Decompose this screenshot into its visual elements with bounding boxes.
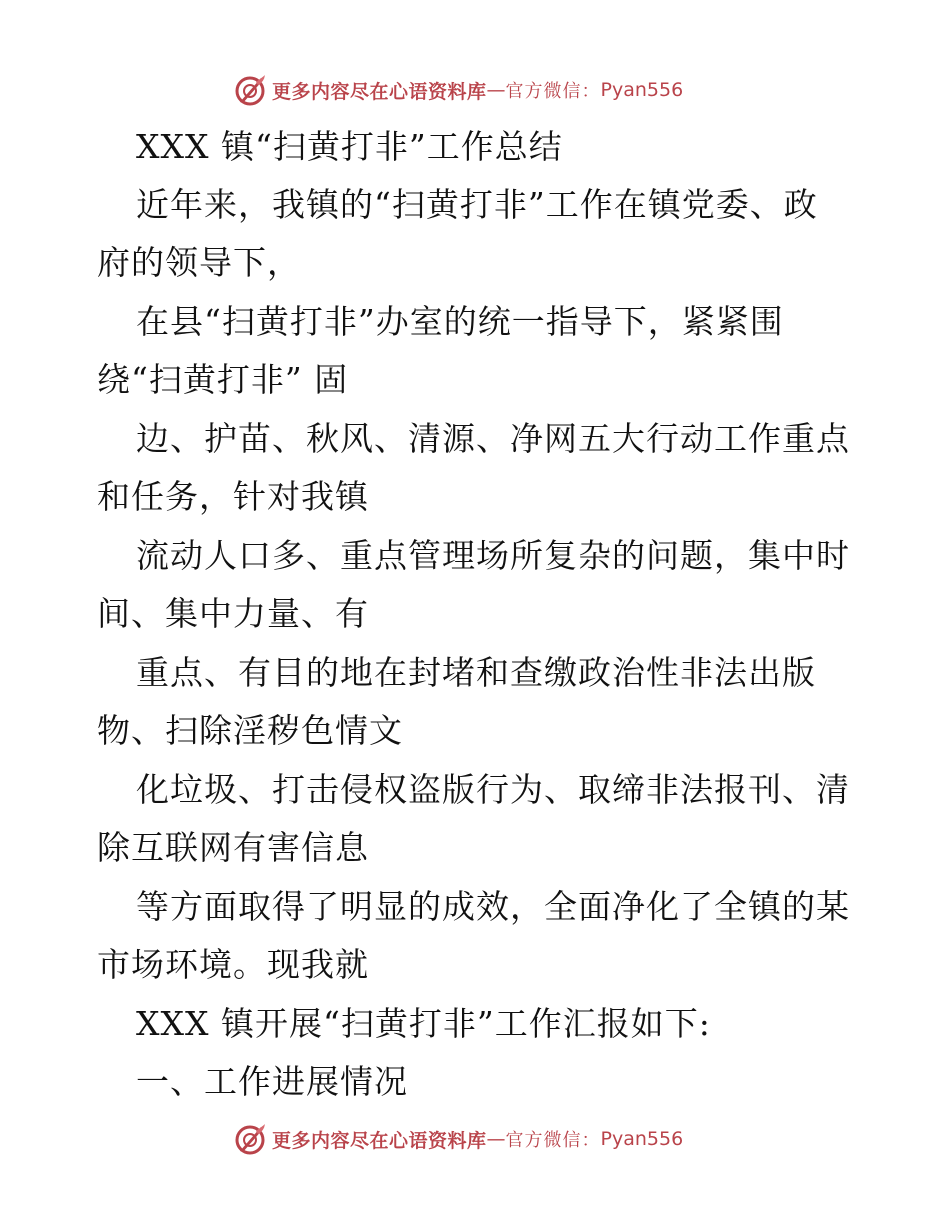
quill-logo-icon bbox=[234, 1123, 266, 1155]
document-line: 化垃圾、打击侵权盗版行为、取缔非法报刊、清 bbox=[136, 770, 850, 809]
banner-wechat-id: Pyan556 bbox=[600, 1128, 684, 1150]
quill-logo-icon bbox=[234, 74, 266, 106]
section-heading: 一、工作进展情况 bbox=[136, 1062, 408, 1101]
document-line: 流动人口多、重点管理场所复杂的问题，集中时 bbox=[136, 536, 850, 575]
banner-sub-text: 官方微信： bbox=[505, 81, 601, 102]
document-line: 间、集中力量、有 bbox=[97, 594, 369, 633]
document-line: XXX 镇开展“扫黄打非”工作汇报如下: bbox=[136, 1004, 711, 1043]
banner-main-text: 更多内容尽在心语资料库 bbox=[272, 80, 487, 103]
banner-sub-text: 官方微信： bbox=[505, 1130, 601, 1151]
footer-watermark-banner bbox=[234, 1122, 683, 1156]
document-line: 等方面取得了明显的成效，全面净化了全镇的某 bbox=[136, 887, 850, 926]
document-line: 近年来，我镇的“扫黄打非”工作在镇党委、政 bbox=[136, 185, 818, 224]
document-line: 除互联网有害信息 bbox=[97, 828, 369, 867]
document-line: 物、扫除淫秽色情文 bbox=[97, 711, 403, 750]
document-line: 绕“扫黄打非” 固 bbox=[97, 360, 349, 399]
document-line: 市场环境。现我就 bbox=[97, 945, 369, 984]
banner-main-text: 更多内容尽在心语资料库 bbox=[272, 1129, 487, 1152]
banner-separator: — bbox=[486, 1128, 506, 1150]
banner-wechat-id: Pyan556 bbox=[600, 79, 684, 101]
document-line: 在县“扫黄打非”办室的统一指导下，紧紧围 bbox=[136, 302, 784, 341]
document-line: 重点、有目的地在封堵和查缴政治性非法出版 bbox=[136, 653, 816, 692]
document-line: 边、护苗、秋风、清源、净网五大行动工作重点 bbox=[136, 419, 850, 458]
banner-separator: — bbox=[486, 79, 506, 101]
document-line: 和任务，针对我镇 bbox=[97, 477, 369, 516]
document-title: XXX 镇“扫黄打非”工作总结 bbox=[136, 127, 563, 166]
document-line: 府的领导下， bbox=[97, 243, 301, 282]
header-watermark-banner bbox=[234, 73, 683, 107]
